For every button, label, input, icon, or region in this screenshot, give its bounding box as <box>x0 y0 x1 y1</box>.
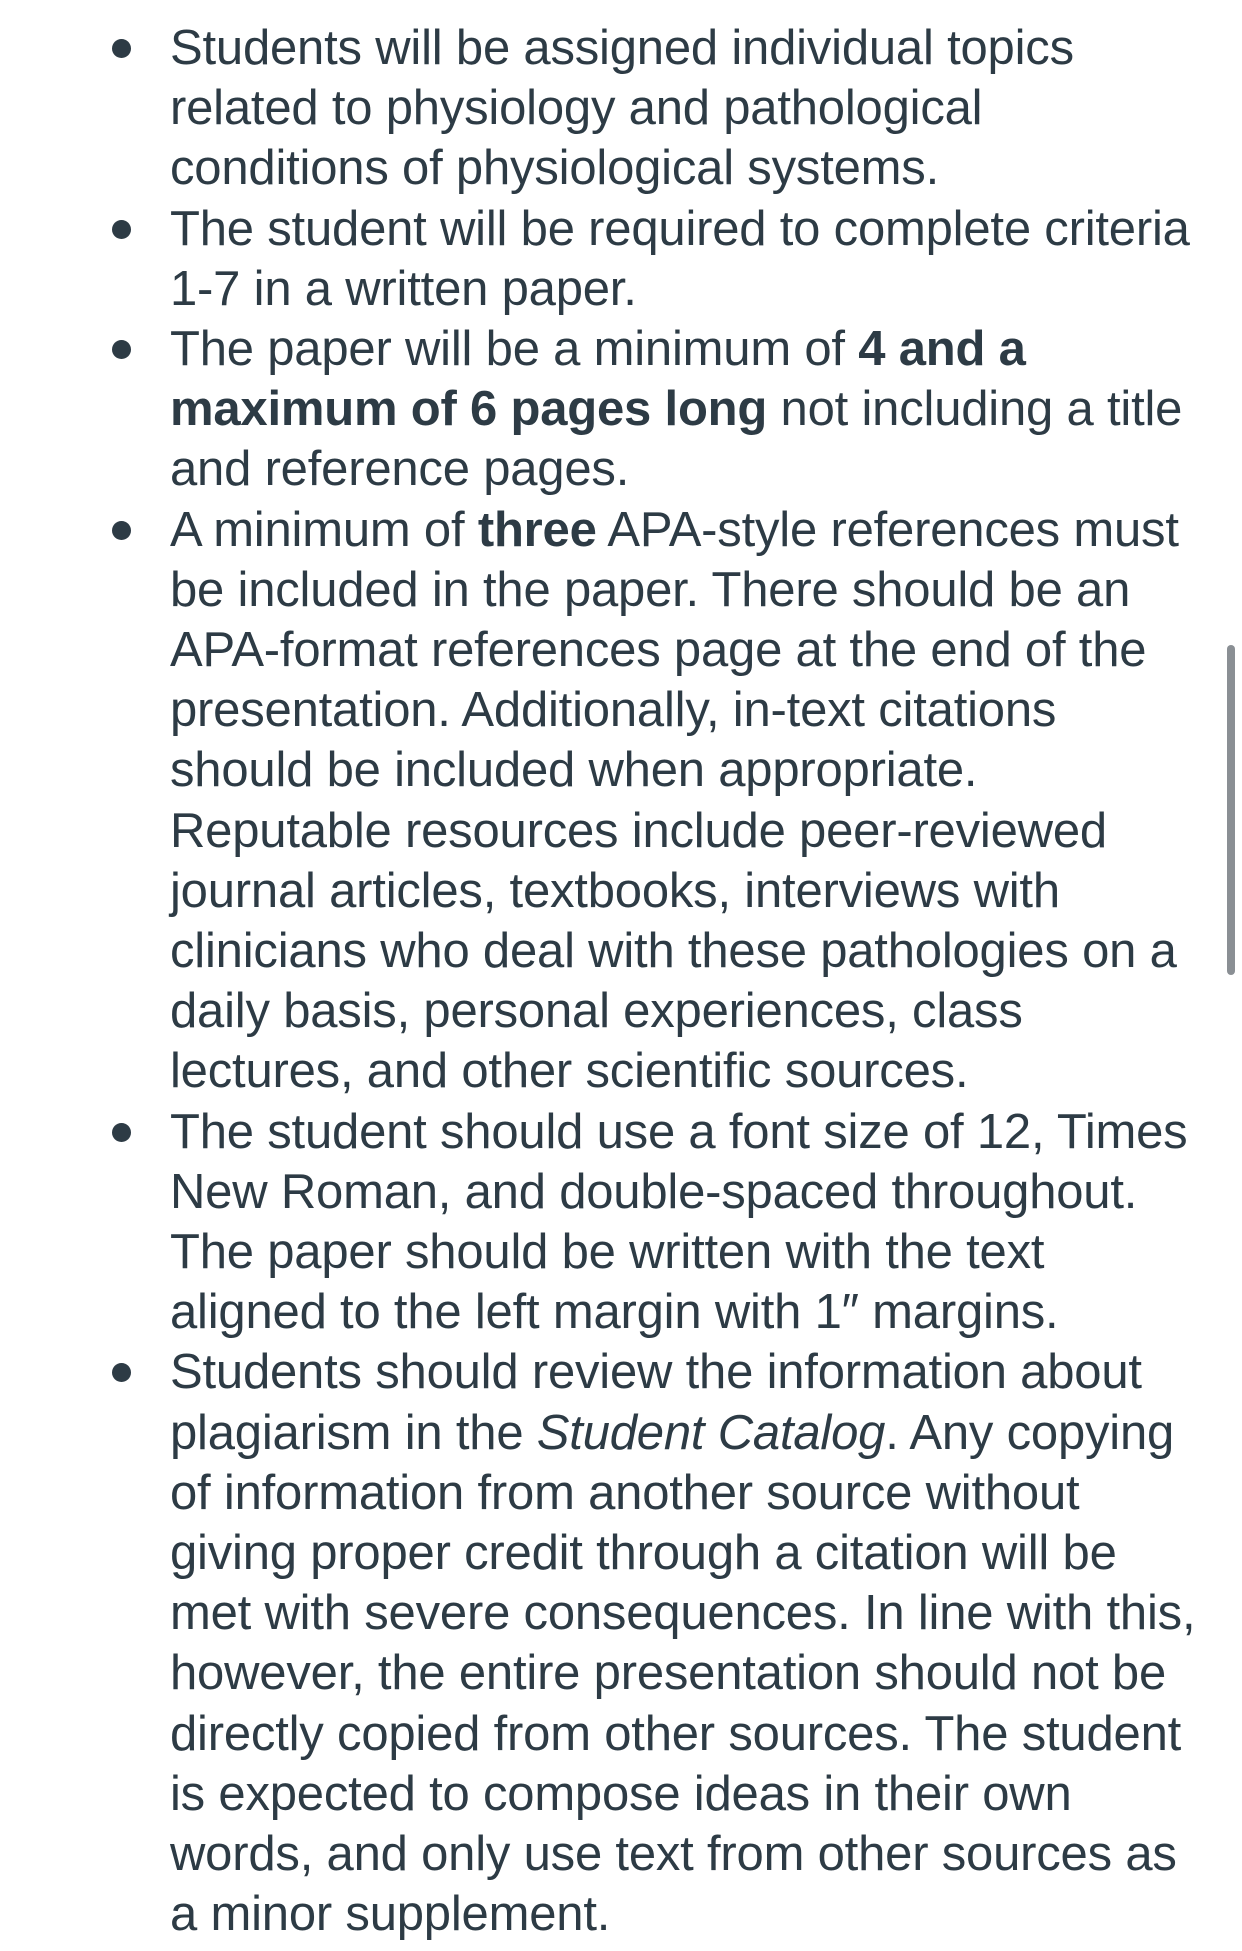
list-item-text: The student should use a font size of 12, Times New Roman, and double-spaced throughout. The paper should be written with the text aligned to the left margin with 1″ margins. <box>170 1104 1188 1340</box>
bullet-icon <box>112 521 131 540</box>
list-item-text-part: The paper will be a minimum of <box>170 322 859 377</box>
bold-emphasis: 4 and a maximum of 6 pages long <box>170 322 1026 437</box>
requirements-list <box>0 18 1242 1945</box>
list-item-topics <box>0 18 1242 199</box>
list-item-references <box>0 500 1242 1102</box>
bullet-icon <box>112 220 131 239</box>
list-item-text: The student will be required to complete criteria 1-7 in a written paper. <box>170 201 1190 316</box>
bullet-icon <box>112 1123 131 1142</box>
list-item-text-part: . Any copying of information from another source without giving proper credit through a citation will be met with severe consequences. In line with this, however, the entire presentation should not be directly copied from other sources. The student is expected to compose ideas in their own words, and only use text from other sources as a minor supplement. <box>170 1405 1196 1942</box>
vertical-scrollbar[interactable] <box>1227 645 1235 975</box>
list-item-formatting <box>0 1102 1242 1343</box>
list-item-page-length <box>0 319 1242 500</box>
list-item-criteria <box>0 199 1242 319</box>
list-item-text <box>170 503 1179 1099</box>
list-item-plagiarism <box>0 1342 1242 1944</box>
list-item-text <box>170 322 1182 496</box>
bullet-icon <box>112 1363 131 1382</box>
italic-emphasis: Student Catalog <box>536 1405 886 1460</box>
bold-emphasis: three <box>477 502 597 557</box>
list-item-text-part: Students should review the information about plagiarism in the <box>170 1345 1142 1460</box>
list-item-text: Students will be assigned individual topics related to physiology and pathological conditions of physiological systems. <box>170 21 1074 196</box>
list-item-text-part: A minimum of <box>170 502 478 557</box>
bullet-icon <box>112 340 131 359</box>
list-item-text-part: APA-style references must be included in the paper. There should be an APA-format references page at the end of the presentation. Additionally, in-text citations should be included when appropriate. Reputable resources include peer-reviewed journal articles, textbooks, interviews with clinicians who deal with these pathologies on a daily basis, personal experiences, class lectures, and other scientific sources. <box>170 502 1179 1099</box>
bullet-icon <box>112 39 131 58</box>
list-item-text <box>170 1345 1195 1941</box>
list-item-text-part: not including a title and reference pages. <box>170 382 1183 497</box>
